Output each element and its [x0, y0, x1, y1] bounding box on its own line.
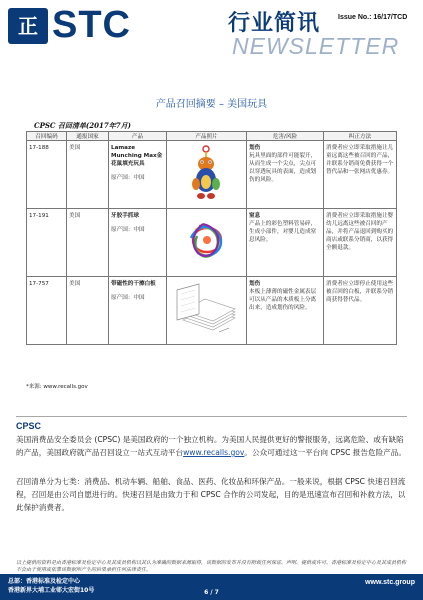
col-photo: 产品照片	[167, 132, 247, 141]
remedy: 消费者应立即采取措施让儿童远离这些被召回的产品，并联系分销商免费获得一个替代品和一张网店优惠券。	[324, 141, 397, 209]
recalls-gov-link[interactable]: www.recalls.gov	[183, 448, 245, 457]
recall-list-title: CPSC 召回清单(2017年7月)	[34, 121, 131, 130]
teether-ball-photo	[169, 212, 245, 270]
country: 美国	[67, 141, 109, 209]
logo-glyph: 正	[18, 14, 38, 38]
recall-table	[26, 131, 397, 345]
disclaimer: 以上提供的资料是由香港标准及检定中心及其成员机构以其认为准确的数据来源取得，该数据的发布并没有附载任何保证、声明、提供或许可。香港标准及检定中心及其成员机构不会由于使用或依靠该数据所产生的后果承担任何法律责任。	[16, 560, 407, 573]
country: 美国	[67, 209, 109, 277]
page-number: 6 / 7	[204, 589, 219, 596]
hazard-desc: 玩具里面的部件可能裂开，从而生成一个尖点，尖点可以穿透玩具的表面，造成划伤的风险。	[249, 153, 317, 183]
stc-logo-mark	[8, 8, 48, 44]
table-header-row	[27, 132, 397, 141]
country: 美国	[67, 277, 109, 345]
section-divider	[16, 416, 407, 417]
product-name: 牙胶手抓球	[111, 213, 139, 219]
product-origin: 原产国：中国	[111, 227, 145, 233]
col-country: 通报国家	[67, 132, 109, 141]
product-cell	[109, 209, 167, 277]
col-recall-code: 召回编码	[27, 132, 67, 141]
footer-website[interactable]: www.stc.group	[365, 579, 415, 586]
remedy: 消费者应立即采取措施让婴幼儿远离这些被召回的产品，并将产品退回到购买的商店或联系分销商，以获得全额退款。	[324, 209, 397, 277]
table-row	[27, 277, 397, 345]
hazard-title: 划伤	[249, 281, 261, 287]
footer-street: 香港新界大埔工业邨大宏街10号	[8, 587, 95, 594]
col-remedy: 纠正方法	[324, 132, 397, 141]
cpsc-paragraph-2: 召回清单分为七类：消费品、机动车辆、船舶、食品、医药、化妆品和环保产品。一般来说，根据 CPSC 快速召回流程，召回是由公司自愿进行的。快速召回是由致力于和 CPSC 合作的公司发起，目的是迅速宣布召回和补救方法，以此保护消费者。	[16, 477, 406, 512]
page-title: 产品召回摘要 – 美国玩具	[155, 99, 268, 110]
hazard-cell	[247, 277, 324, 345]
recall-code: 17-191	[27, 209, 67, 277]
hazard-desc: 产品上的彩色塑料管易碎，生成小部件，对婴儿造成窒息风险。	[249, 221, 317, 243]
page-footer	[0, 574, 423, 600]
cpsc-heading: CPSC	[16, 421, 42, 431]
hazard-desc: 本板上薄薄的磁性金属表层可以从产品的木质板上分离出来，造成划伤的风险。	[249, 289, 317, 311]
source-note: *来源: www.recalls.gov	[26, 384, 88, 390]
product-name: Lamaze Munching Max金花鼠填充玩具	[111, 145, 163, 167]
col-product: 产品	[109, 132, 167, 141]
chipmunk-toy-photo	[169, 144, 245, 202]
whiteboard-photo	[169, 280, 245, 338]
table-row	[27, 141, 397, 209]
newsletter-title-en: NEWSLETTER	[232, 33, 400, 59]
recall-code: 17-188	[27, 141, 67, 209]
product-origin: 原产国：中国	[111, 175, 145, 181]
product-cell	[109, 141, 167, 209]
cpsc-paragraph-1	[16, 433, 407, 459]
cpsc-p1-text-end: 。公众可通过这一平台向 CPSC 报告危险产品。	[244, 448, 406, 457]
recall-code: 17-757	[27, 277, 67, 345]
issue-number: Issue No.: 16/17/TCD	[338, 14, 408, 21]
footer-hq: 总部：香港标准及检定中心	[8, 578, 81, 585]
hazard-cell	[247, 209, 324, 277]
hazard-title: 划伤	[249, 145, 261, 151]
product-origin: 原产国：中国	[111, 295, 145, 301]
product-photo-cell	[167, 209, 247, 277]
col-hazard: 危害/风险	[247, 132, 324, 141]
product-cell	[109, 277, 167, 345]
page-header	[0, 0, 423, 62]
newsletter-title-cn: 行业简讯	[228, 11, 321, 36]
hazard-title: 窒息	[249, 213, 261, 219]
product-photo-cell	[167, 277, 247, 345]
hazard-cell	[247, 141, 324, 209]
table-row	[27, 209, 397, 277]
remedy: 消费者应立即停止使用这些被召回的白板，并联系分销商获得替代品。	[324, 277, 397, 345]
product-photo-cell	[167, 141, 247, 209]
product-name: 带磁性的干擦白板	[111, 281, 156, 287]
cpsc-p1-text: 美国消费品安全委员会 (CPSC) 是美国政府的一个独立机构。为美国人民提供更好的警报服务，远离危险、或有缺陷的产品，美国政府就产品召回设立一站式互动平台	[16, 435, 404, 457]
stc-logo-text: STC	[52, 4, 131, 46]
